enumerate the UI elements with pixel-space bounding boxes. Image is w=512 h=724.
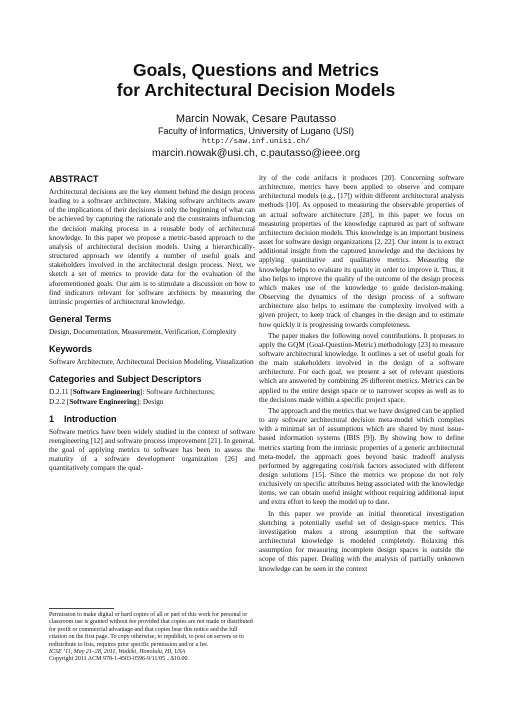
keywords-text: Software Architecture, Architectural Decision Modeling, Visualization bbox=[49, 358, 254, 367]
title-line-2: for Architectural Decision Models bbox=[116, 80, 396, 100]
introduction-section bbox=[49, 414, 255, 474]
body-paragraph: The paper makes the following novel contributions. It proposes to apply the GQM (Goal-Question-Metric) methodology [23] to measure software architectural knowledge. It outlines a set of useful goals for the main stakeholders involved in the design of a software architecture. For each goal, we present a set of relevant questions which are answered by combining 26 different metrics. Metrics can be applied to the entire design space or to narrower scopes as well as to the decisions made within a specific project space. bbox=[259, 331, 464, 404]
general-terms-text: Design, Documentation, Measurement, Verification, Complexity bbox=[49, 328, 237, 337]
categories-heading: Categories and Subject Descriptors bbox=[49, 374, 202, 385]
authors: Marcin Nowak, Cesare Pautasso bbox=[175, 113, 337, 125]
affiliation: Faculty of Informatics, University of Lugano (USI) bbox=[157, 126, 355, 136]
permission-notice bbox=[49, 612, 255, 664]
keywords-section bbox=[49, 344, 255, 367]
category-line-1: D.2.11 [Software Engineering]: Software Architectures; bbox=[49, 388, 215, 397]
section-number: 1 bbox=[49, 413, 55, 424]
body-paragraph: In this paper we provide an initial theoretical investigation sketching a potentially useful set of design-space metrics. This investigation makes a strong assumption that the software architectural knowledge is modeled completely. Relaxing this assumption for measuring incomplete design spaces is outside the scope of this paper. Dealing with the analysis of partially unknown knowledge can be seen in the context bbox=[259, 509, 464, 573]
body-paragraph: The approach and the metrics that we have designed can be applied to any software architectural decision meta-model which complies with a minimal set of assumptions which are shared by most issue-based information systems (IBIS [9]). By showing how to define metrics starting from the intrinsic properties of a generic architectural meta-model, the approach goes beyond basic tradeoff analysis performed by aggregating cost/risk factors associated with different design solutions [15]. Since the metrics we propose do not rely exclusively on specific attributes being associated with the knowledge items, we can obtain useful insight without requiring additional input and extra effort to keep the model up to date. bbox=[259, 406, 464, 507]
author-url: http://saw.inf.unisi.ch/ bbox=[201, 138, 311, 146]
footnote-rule bbox=[49, 608, 114, 609]
introduction-text: Software metrics have been widely studied in the context of software reengineering [12] and software process improvement [21]. In general, the goal of applying metrics to software has been to assess the maturity of a software development organization [26] and quantitatively compare the qual- bbox=[49, 427, 255, 473]
category-line-2: D.2.2 [Software Engineering]: Design bbox=[49, 397, 164, 406]
section-title: Introduction bbox=[64, 413, 117, 424]
paper-title bbox=[0, 60, 512, 100]
title-line-1: Goals, Questions and Metrics bbox=[132, 60, 380, 80]
permission-text: Permission to make digital or hard copies of all or part of this work for personal or classroom use is granted without fee provided that copies are not made or distributed for profit or commercial advantage and that copies bear this notice and the full citation on the first page. To copy otherwise, to republish, to post on servers or to redistribute to lists, requires prior specific permission and/or a fee. bbox=[49, 612, 253, 648]
categories-section bbox=[49, 374, 255, 406]
keywords-heading: Keywords bbox=[49, 344, 93, 355]
copyright-line: Copyright 2011 ACM 978-1-4503-0596-9/11/05 ...$10.00. bbox=[49, 656, 190, 663]
author-emails: marcin.nowak@usi.ch, c.pautasso@ieee.org bbox=[151, 147, 361, 159]
abstract-text: Architectural decisions are the key element behind the design process leading to a software architecture. Making software architects aware of the implications of their decisions is only the beginning of what can be achieved by capturing the rationale and the constraints influencing the decision making process in a reusable body of architectural knowledge. In this paper we propose a metric-based approach to the analysis of architectural decision models. Using a hierarchically-structured approach we identify a number of useful goals and stakeholders involved in the architectural design process. Next, we sketch a set of metrics to provide data for the evaluation of the aforementioned goals. Our aim is to stimulate a discussion on how to find indicators relevant for software architects by measuring the intrinsic properties of architectural knowledge. bbox=[49, 188, 255, 306]
general-terms-heading: General Terms bbox=[49, 314, 112, 325]
general-terms-section bbox=[49, 314, 255, 337]
conference-line: ICSE ’11, May 21–28, 2011, Waikiki, Honolulu, HI, USA bbox=[49, 649, 186, 656]
introduction-heading bbox=[49, 414, 255, 425]
body-paragraph: ity of the code artifacts it produces [20]. Concerning software architecture, metrics have been applied to observe and compare architectural models (e.g., [17]) within different architectural analysis methods [10]. As opposed to measuring the observable properties of an actual software architecture [28], in this paper we focus on measuring properties of the knowledge captured as part of software architecture decision models. This knowledge is an important business asset for software design organizations [2, 22]. Our intent is to extract additional insight from the captured knowledge and the decisions by applying quantitative and qualitative metrics. Measuring the knowledge helps to evaluate its quality in order to improve it. Thus, it also helps to improve the quality of the outcome of the design process which makes use of the knowledge to guide decision-making. Observing the dynamics of the design process of a software architecture also helps to estimate the complexity involved with a given project, to keep track of changes in the design and to estimate how quickly it is progressing towards completeness. bbox=[259, 174, 464, 329]
abstract-heading: ABSTRACT bbox=[49, 174, 99, 184]
right-column bbox=[259, 174, 464, 714]
